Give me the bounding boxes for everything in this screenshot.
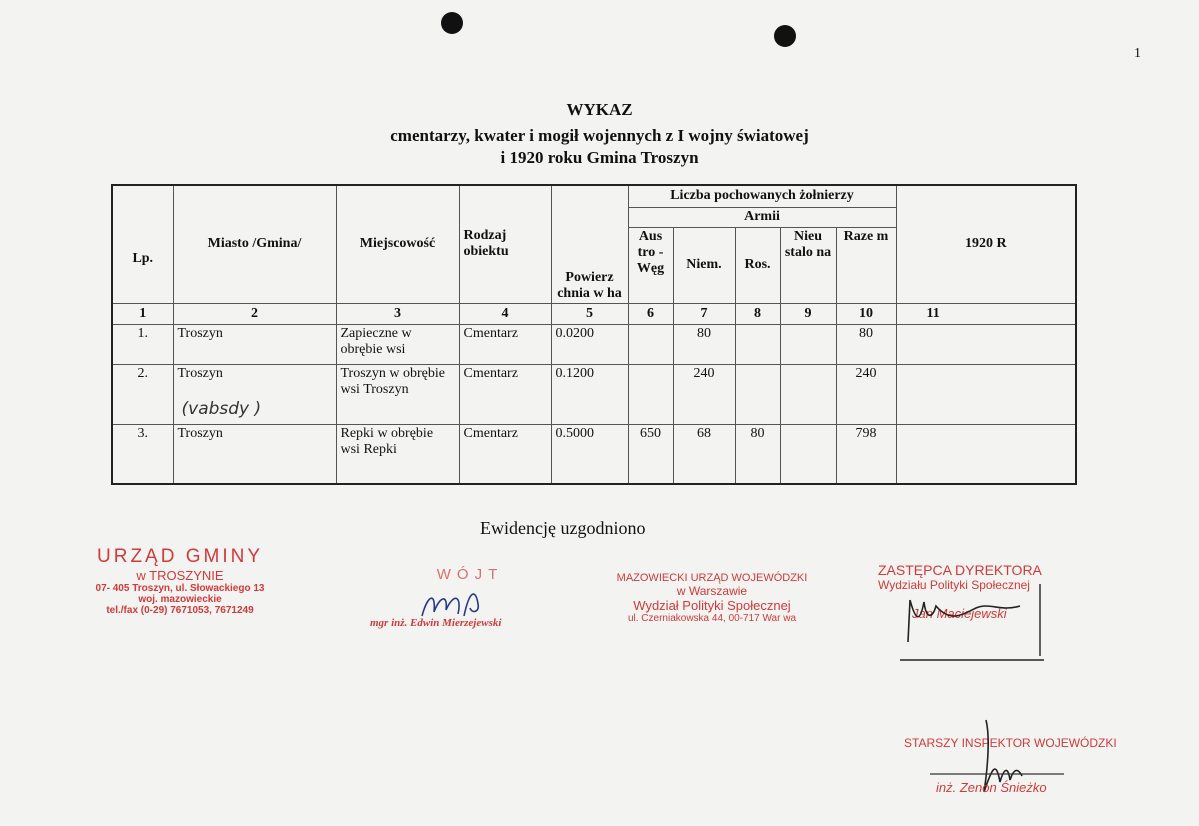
cell-nieustalona [780,364,836,424]
cell-ros [735,364,780,424]
cell-powierzchnia: 0.1200 [551,364,628,424]
cell-miasto: Troszyn [173,424,336,484]
cell-1920 [896,364,1076,424]
stamp-urzad-gminy [80,546,280,616]
stamp-gmina-woj: woj. mazowieckie [138,594,222,605]
title-wykaz: WYKAZ [566,100,633,119]
col-number: 11 [896,303,1076,324]
header-ros: Ros. [735,227,780,303]
col-number: 2 [173,303,336,324]
cell-powierzchnia: 0.0200 [551,324,628,364]
header-armii: Armii [628,207,896,227]
header-miasto: Miasto /Gmina/ [173,185,336,303]
cemetery-table [111,184,1077,485]
header-1920: 1920 R [896,185,1076,303]
cell-miejscowosc: Repki w obrębie wsi Repki [336,424,459,484]
col-number: 4 [459,303,551,324]
stamp-maz-dept: Wydział Polityki Społecznej [633,598,791,613]
header-miejscowosc: Miejscowość [336,185,459,303]
cell-ros: 80 [735,424,780,484]
stamp-dyr-name: Jan Maciejewski [912,606,1007,621]
cell-lp: 3. [112,424,173,484]
header-razem: Raze m [836,227,896,303]
title-gmina: i 1920 roku Gmina Troszyn [500,148,699,167]
cell-nieustalona [780,424,836,484]
cell-austro [628,324,673,364]
stamp-wojt [360,566,580,583]
stamp-dyr-title: ZASTĘPCA DYREKTORA [878,562,1042,578]
cell-austro [628,364,673,424]
stamp-mazowiecki [614,572,810,624]
col-number: 6 [628,303,673,324]
stamp-dyr-dept: Wydziału Polityki Społecznej [878,578,1030,592]
cell-rodzaj: Cmentarz [459,324,551,364]
cell-miasto-with-note [173,364,336,424]
cell-miasto: Troszyn [173,324,336,364]
header-liczba: Liczba pochowanych żołnierzy [628,185,896,207]
cell-rodzaj: Cmentarz [459,364,551,424]
header-lp: Lp. [112,185,173,303]
col-number: 1 [112,303,173,324]
stamp-gmina-address: 07- 405 Troszyn, ul. Słowackiego 13 [95,583,265,594]
cell-razem: 798 [836,424,896,484]
stamp-inspektor-title: STARSZY INSPEKTOR WOJEWÓDZKI [904,736,1117,750]
cell-miejscowosc: Troszyn w obrębie wsi Troszyn [336,364,459,424]
stamp-gmina-tel: tel./fax (0-29) 7671053, 7671249 [106,605,254,616]
cell-miejscowosc: Zapieczne w obrębie wsi [336,324,459,364]
col-number: 3 [336,303,459,324]
cell-niem: 68 [673,424,735,484]
punch-hole-right [774,25,796,47]
header-rodzaj: Rodzaj obiektu [459,185,551,303]
cell-powierzchnia: 0.5000 [551,424,628,484]
cell-razem: 240 [836,364,896,424]
column-numbers-row [112,303,1076,324]
ewidencje-text: Ewidencję uzgodniono [480,518,646,538]
stamp-wojt-name: mgr inż. Edwin Mierzejewski [370,617,502,629]
header-niem: Niem. [673,227,735,303]
title-subtitle: cmentarzy, kwater i mogił wojennych z I wojny światowej [390,126,809,145]
header-austro: Aus tro - Węg [628,227,673,303]
stamp-gmina-title: URZĄD GMINY [97,546,263,567]
stamp-wojt-title: WÓJT [436,566,504,583]
stamp-maz-address: ul. Czerniakowska 44, 00-717 War wa [627,613,797,624]
cell-austro: 650 [628,424,673,484]
col-number: 5 [551,303,628,324]
cell-nieustalona [780,324,836,364]
cell-miasto: Troszyn [177,365,223,381]
stamp-maz-city: w Warszawie [676,584,748,598]
punch-hole-left [441,12,463,34]
cell-1920 [896,324,1076,364]
header-powierzchnia: Powierz chnia w ha [551,185,628,303]
cell-ros [735,324,780,364]
cell-niem: 240 [673,364,735,424]
dyrektor-signature-icon [880,572,1050,666]
cell-1920 [896,424,1076,484]
page-number: 1 [1134,46,1141,61]
table-row [112,424,1076,484]
table-row [112,324,1076,364]
table-row [112,364,1076,424]
stamp-maz-title: MAZOWIECKI URZĄD WOJEWÓDZKI [616,572,808,584]
col-number: 10 [836,303,896,324]
cell-niem: 80 [673,324,735,364]
cell-lp: 2. [112,364,173,424]
col-number: 9 [780,303,836,324]
handwritten-note: (vabsdy ) [181,398,262,419]
stamp-inspektor-name: inż. Zenon Śnieżko [936,780,1047,795]
stamp-gmina-place: w TROSZYNIE [136,568,224,583]
cell-razem: 80 [836,324,896,364]
col-number: 8 [735,303,780,324]
header-nieustalona: Nieu stalo na [780,227,836,303]
cell-lp: 1. [112,324,173,364]
col-number: 7 [673,303,735,324]
cell-rodzaj: Cmentarz [459,424,551,484]
